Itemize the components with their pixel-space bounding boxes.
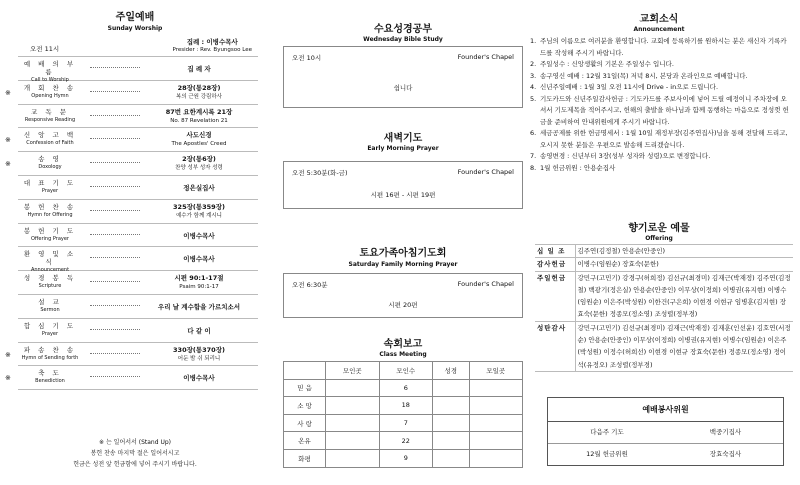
order-item-ko: 환 영 및 소 식 [23,250,77,267]
news-column [528,0,800,485]
class-bible [432,432,469,450]
order-item-ko: 봉 헌 찬 송 [23,202,77,211]
class-next-place [469,432,522,450]
order-item-en: Sermon [40,306,60,313]
order-item-en: Prayer [41,187,59,194]
class-count: 6 [379,379,432,397]
order-item-main: 이병수목사 [183,231,215,240]
order-item-en: Opening Hymn [31,92,69,99]
dotted-leader [90,304,140,306]
order-item-ko: 파 송 찬 송 [23,345,77,354]
order-item-detail [140,374,258,383]
order-row [18,57,258,81]
sunday-worship-title: 주일예배 [115,12,155,23]
class-place [326,379,379,397]
announcement-number: 7. [530,152,537,160]
class-count: 9 [379,449,432,467]
order-item-en: Announcement [30,267,70,274]
order-item-detail [140,255,258,264]
order-item-en: Offering Prayer [31,235,69,242]
announcement-item [528,59,790,71]
announcement-item [528,82,790,94]
announcement-number: 5. [530,94,537,103]
class-table-header: 모인곳 [326,362,379,380]
announcement-item [528,128,790,151]
presider-ko: 집례 : 이병수목사 [186,38,238,46]
order-item-en: Scripture [38,283,62,290]
stand-up-mark: ※ [5,374,11,383]
order-of-worship [5,56,258,390]
order-item-detail [140,232,258,241]
class-bible [432,397,469,415]
dotted-leader [90,256,140,258]
order-item-ko: 설 교 [38,297,62,306]
presider-en: Presider : Rev. Byungsoo Lee [172,47,252,53]
class-name: 온유 [284,432,326,450]
class-next-place [469,397,522,415]
dawn-prayer-box [283,161,523,209]
order-item-ko: 대 표 기 도 [23,178,77,187]
saturday-prayer-box [283,273,523,318]
announcement-item [528,94,790,129]
announcement-number: 8. [530,163,537,172]
sunday-worship-column [0,0,270,485]
service-header [0,38,270,56]
dawn-prayer-subtitle: Early Morning Prayer [367,145,439,152]
order-row [18,247,258,274]
dotted-leader [90,137,140,139]
order-item-name [18,203,82,219]
offering-subtitle: Offering [645,235,673,242]
announcement-subtitle: Announcement [633,26,685,33]
order-item-ko: 봉 헌 기 도 [23,226,77,235]
volunteer-name: 백중기집사 [709,428,742,436]
class-count: 22 [379,432,432,450]
order-item-main: 28장(통28장) [177,83,221,92]
class-table-row [284,397,523,415]
offering-box-note: 헌금은 성전 앞 헌금함에 넣어 주시기 바랍니다. [73,461,197,468]
class-bible [432,379,469,397]
presider [173,38,252,54]
order-item-ko: 축 도 [38,369,62,378]
saturday-prayer-subtitle: Saturday Family Morning Prayer [348,261,458,268]
saturday-prayer-note: 시편 20편 [388,301,418,309]
stand-up-mark: ※ [5,350,11,359]
order-row [18,295,258,319]
announcement-text: 1월 헌금위원 : 안용순집사 [540,163,616,172]
order-item-name [18,155,82,171]
announcement-text: 송구영신 예배 : 12월 31일(목) 저녁 8시, 본당과 온라인으로 예배합니다. [540,71,748,80]
order-item-en: Confession of Faith [26,140,74,147]
class-name: 사 랑 [284,414,326,432]
order-row [18,105,258,129]
wednesday-time: 오전 10시 [292,54,322,62]
order-item-ko: 송 영 [38,155,62,164]
offering-category: 감사헌금 [535,258,575,271]
class-meeting-subtitle: Class Meeting [379,351,427,358]
offering-row [535,258,793,271]
order-item-sub: 찬양 성부 성자 성령 [175,165,223,172]
order-row [5,81,258,105]
class-place [326,432,379,450]
class-table-header: 모인수 [379,362,432,380]
saturday-prayer-place: Founder's Chapel [457,280,514,288]
order-item-main: 집 례 자 [187,65,211,73]
wednesday-subtitle: Wednesday Bible Study [363,36,443,43]
announcement-text: 기도카드와 신년주일감사헌금 : 기도카드를 주보사이에 넣어 드릴 예정이니 주차장에 오셔서 기도제목을 적어주시고, 헌해의 출발을 하나님과 함께 동행하는 마음으로 정성껏 헌금을 준비하여 안내위원에게 주시기 바랍니다. [540,94,789,126]
worship-footnote [0,437,270,470]
volunteers-title: 예배봉사위원 [548,398,783,422]
volunteer-row [548,444,783,466]
order-item-en: Hymn for Offering [27,211,73,218]
dotted-leader [90,114,140,116]
order-item-main: 사도신경 [186,131,212,140]
offering-category: 주일헌금 [535,271,575,321]
volunteer-role: 12월 헌금위원 [586,449,628,458]
class-table-row [284,432,523,450]
order-row [18,271,258,295]
order-item-detail [140,84,258,102]
order-item-name [18,108,82,124]
class-place [326,414,379,432]
saturday-prayer-title: 토요가족아침기도회 [359,248,447,259]
order-item-detail [140,303,258,312]
class-bible [432,449,469,467]
class-bible [432,414,469,432]
offering-title: 향기로운 예물 [628,223,690,234]
order-item-name [18,131,82,147]
order-row [18,224,258,248]
order-item-en: Benediction [35,378,65,385]
order-item-main: 정은실집사 [183,183,215,192]
class-name: 소 망 [284,397,326,415]
order-item-main: 325장(통359장) [173,202,225,211]
dotted-leader [90,90,140,92]
offering-names: 강민구(고민기) 김선규(최경미) 김재근(박재정) 김재훈(인선윤) 김호연(서정순) 안용순(안중인) 이무상(이정희) 이병권(유지현) 이병수(임원순) 이은주(박성원) 이정수(허희선) 이현경 이현규 장효숙(문한) 정종모(정소영) 정이석(유정오) 조성렬(정부경) [575,321,793,371]
offering-category: 성탄감사 [535,321,575,371]
class-place [326,449,379,467]
order-item-main: 이병수목사 [183,374,215,383]
order-row [18,176,258,200]
order-item-name [18,346,82,362]
announcement-number: 1. [530,37,537,45]
order-item-name [18,369,82,385]
class-next-place [469,379,522,397]
announcement-text: 세금공제를 위한 헌금명세서 : 1월 10일 재정부장(김주연집사)님을 통해 전달해 드리고, 오시지 못한 분들은 우편으로 발송해 드리겠습니다. [540,129,788,149]
order-item-ko: 합 심 기 도 [23,321,77,330]
class-count: 7 [379,414,432,432]
volunteer-row [548,422,783,444]
offering-row [535,245,793,258]
order-item-sub: No. 87 Revelation 21 [170,117,228,124]
announcement-text: 주님의 이름으로 여러분을 환영합니다. 교회에 등록하기를 원하시는 분은 새신자 기록카드를 작성해 주시기 바랍니다. [540,37,787,57]
order-item-detail [140,346,258,364]
announcement-item [528,151,790,163]
order-row [5,366,258,390]
order-item-main: 330장(통370장) [173,345,225,354]
dawn-prayer-title: 새벽기도 [383,133,423,144]
class-table-header: 성경 [432,362,469,380]
dawn-prayer-place: Founder's Chapel [457,168,514,176]
order-item-name [18,298,82,314]
wednesday-box [283,46,523,108]
wednesday-title: 수요성경공부 [374,24,432,35]
dotted-leader [90,161,140,163]
order-row [5,128,258,152]
order-item-detail [140,327,258,336]
order-item-ko: 교 독 문 [31,107,69,116]
class-table-header [284,362,326,380]
order-item-detail [140,108,258,126]
class-table-row [284,379,523,397]
order-row [18,200,258,224]
offering-row [535,321,793,371]
order-row [18,319,258,343]
dotted-leader [90,352,140,354]
stand-up-mark: ※ [5,88,11,97]
stand-up-mark: ※ [5,160,11,169]
announcement-text: 신년주일예배 : 1월 3일 오전 11시에 Drive - in으로 드립니다. [540,83,719,91]
order-item-detail [140,155,258,173]
order-item-ko: 예 배 의 부 름 [23,60,77,76]
offering-names: 강민구(고민기) 강경구(허희정) 김선규(최경미) 김재근(박재정) 김주연(김정철) 백광기(정은실) 안용순(안중인) 이무상(이정희) 이병권(유지현) 이병수(임원순) 이은주(박성원) 이한건(구은희) 이현경 이현규 임병훈(김지현) 장효숙(문한) 정종모(정소영) 조성렬(정부경) [575,271,793,321]
announcement-number: 2. [530,60,537,68]
class-count: 18 [379,397,432,415]
announcement-number: 3. [530,71,537,80]
stand-up-note: ※ 는 일어서서 (Stand Up) [99,439,171,446]
order-item-name [18,179,82,195]
offering-table [535,244,793,372]
dotted-leader [90,185,140,187]
announcement-text: 송영변경 : 신년부터 3장(성부 성자와 성령)으로 변경합니다. [540,152,711,160]
class-meeting-table [283,361,523,468]
offering-row [535,271,793,321]
wednesday-note: 쉽니다 [393,84,413,92]
order-item-ko: 성 경 봉 독 [23,274,77,283]
volunteer-name: 장효숙집사 [709,449,742,458]
offering-names: 김주연(김정철) 안용순(안중인) [575,245,793,258]
dotted-leader [90,280,140,282]
announcement-number: 6. [530,129,537,137]
class-name: 화평 [284,449,326,467]
order-item-name [18,322,82,338]
class-place [326,397,379,415]
announcement-item [528,71,790,83]
class-table-row [284,449,523,467]
order-item-sub: 예수가 함께 계시니 [175,212,222,219]
order-item-detail [140,274,258,292]
announcement-text: 주일성수 : 신앙생활의 기본은 주일성수 입니다. [540,60,674,68]
order-item-ko: 개 회 찬 송 [23,83,77,92]
order-item-en: Prayer [41,330,59,337]
service-time: 오전 11시 [30,45,60,53]
dotted-leader [90,233,140,235]
class-name: 믿 음 [284,379,326,397]
stand-up-mark: ※ [5,136,11,145]
dawn-prayer-time: 오전 5:30분(화-금) [292,169,348,177]
announcement-title: 교회소식 [639,14,679,25]
order-item-en: Hymn of Sending forth [21,354,79,361]
announcement-item [528,163,790,175]
order-item-main: 87번 요한계시록 21장 [165,107,233,116]
wednesday-place: Founder's Chapel [457,53,514,61]
dotted-leader [90,375,140,377]
order-item-detail [140,184,258,193]
order-item-main: 이병수목사 [183,255,215,264]
announcement-list [528,36,790,174]
order-item-main: 2장(통6장) [182,155,216,164]
order-item-detail [140,65,258,74]
order-item-detail [140,203,258,221]
order-item-ko: 신 앙 고 백 [23,131,77,140]
saturday-prayer-time: 오전 6:30분 [292,281,328,289]
order-item-sub: 복의 근원 강림하사 [175,93,222,100]
worship-volunteers-box [547,397,784,466]
offering-hymn-note: 봉헌 찬송 마지막 절은 일어서시고 [90,450,180,457]
order-item-en: Doxology [38,164,62,171]
order-item-name [18,84,82,100]
order-item-main: 우리 날 계수함을 가르치소서 [157,302,241,311]
dotted-leader [90,209,140,211]
volunteer-role: 다음주 기도 [590,428,624,436]
order-item-en: Call to Worship [31,77,69,83]
announcement-number: 4. [530,83,537,91]
order-item-main: 다 같 이 [187,326,211,335]
order-item-main: 시편 90:1-17절 [174,274,224,283]
announcement-item [528,36,790,59]
meetings-column [283,0,523,485]
order-row [5,152,258,176]
class-meeting-title: 속회보고 [383,339,423,350]
order-item-name [18,274,82,290]
order-item-sub: The Apostles' Creed [171,141,227,148]
offering-category: 십 일 조 [535,245,575,258]
order-item-name [18,227,82,243]
class-table-row [284,414,523,432]
order-item-sub: Psaim 90:1-17 [179,284,219,291]
order-item-detail [140,131,258,149]
class-next-place [469,449,522,467]
offering-names: 이병수(임원순) 장효숙(문한) [575,258,793,271]
dawn-prayer-note: 시편 16편 - 시편 19편 [370,191,436,199]
order-item-sub: 어둔 밤 쉬 되리니 [177,355,221,362]
sunday-worship-subtitle: Sunday Worship [107,25,163,32]
dotted-leader [90,66,140,68]
order-item-en: Responsive Reading [24,116,76,123]
class-next-place [469,414,522,432]
order-row [5,343,258,367]
dotted-leader [90,328,140,330]
class-table-header: 모일곳 [469,362,522,380]
